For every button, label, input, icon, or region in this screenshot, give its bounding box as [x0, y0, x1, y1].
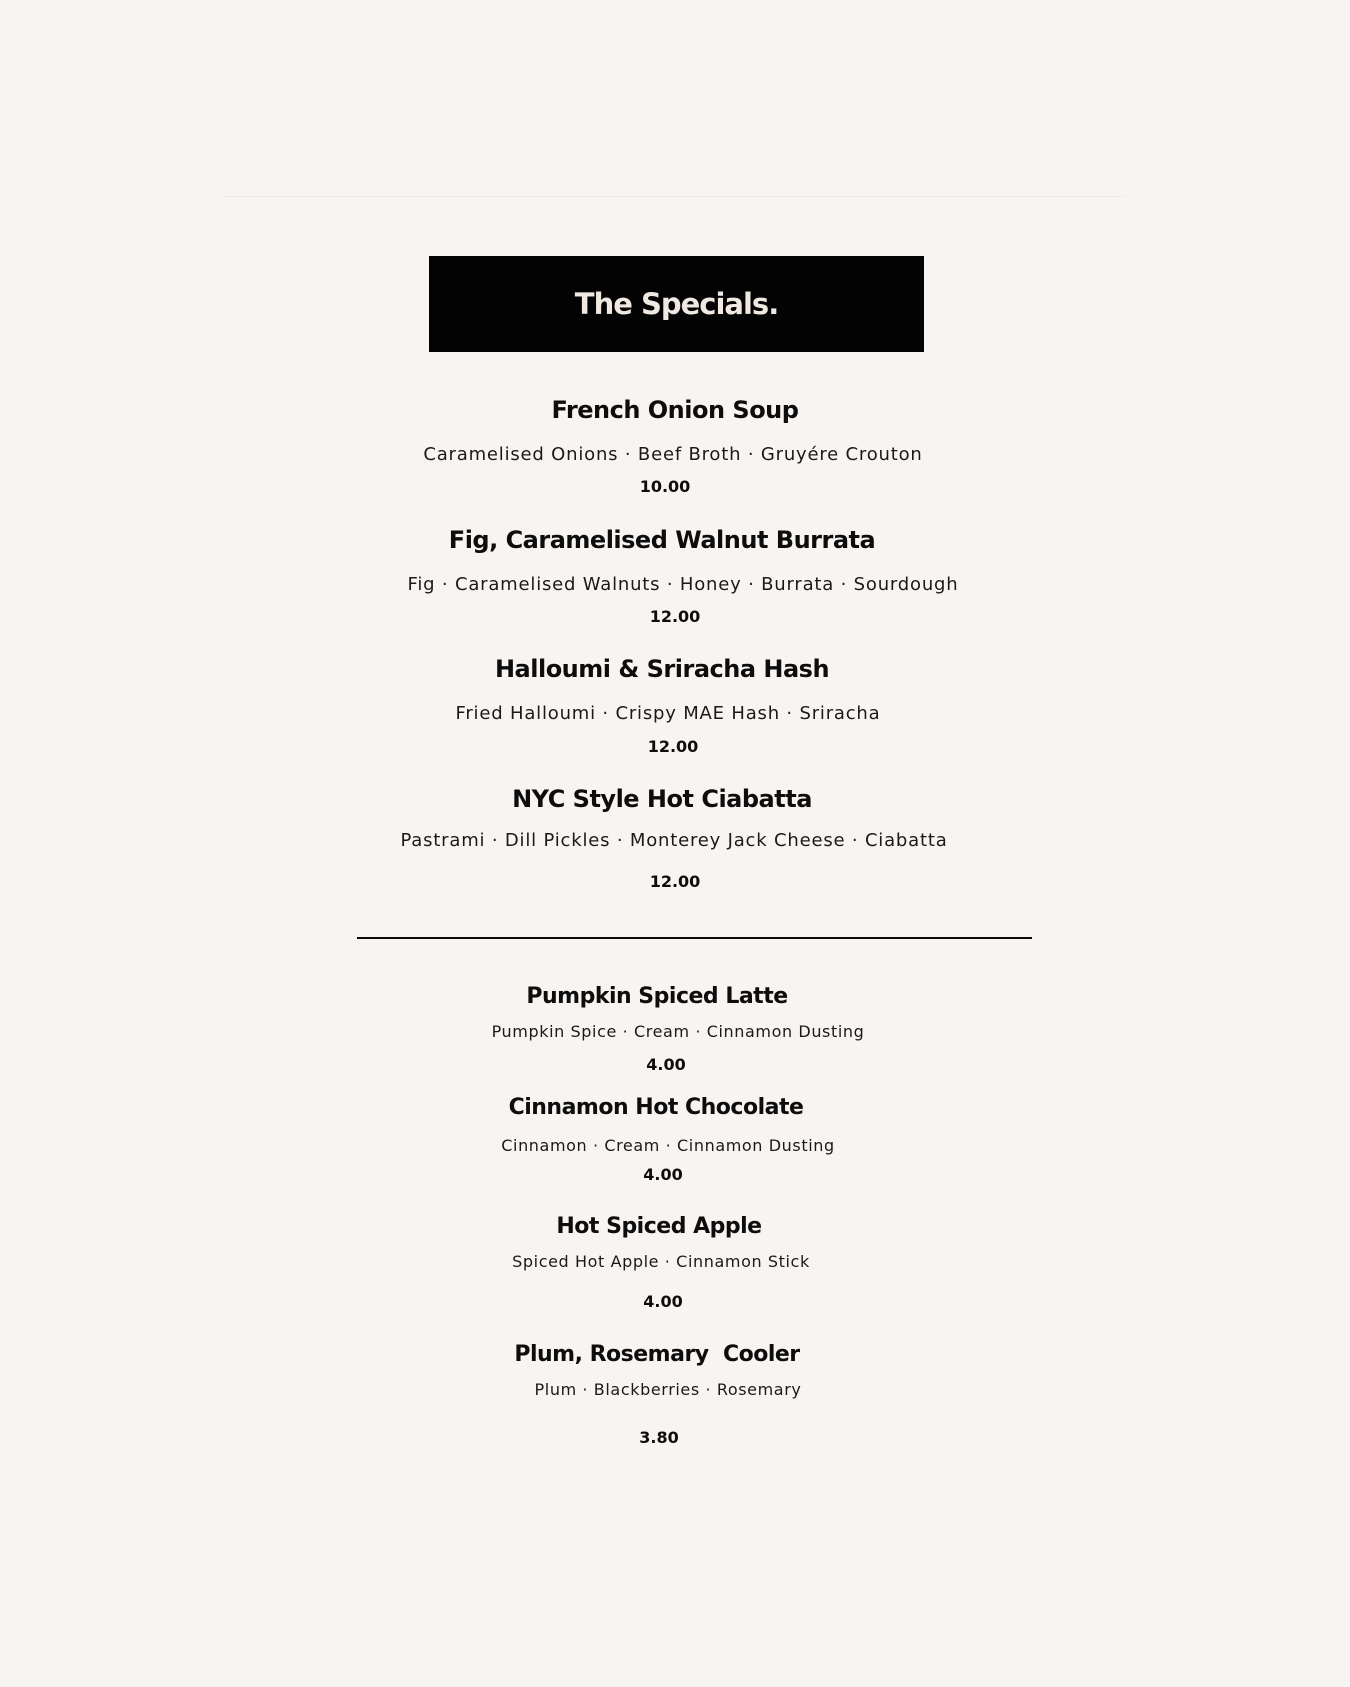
item-price: 4.00 — [646, 1055, 686, 1074]
item-description: Fig · Caramelised Walnuts · Honey · Burrata · Sourdough — [407, 574, 959, 595]
item-price: 3.80 — [639, 1428, 679, 1447]
item-description: Pumpkin Spice · Cream · Cinnamon Dusting — [491, 1022, 865, 1041]
item-description: Spiced Hot Apple · Cinnamon Stick — [512, 1252, 810, 1271]
item-description: Fried Halloumi · Crispy MAE Hash · Sriracha — [455, 703, 881, 724]
item-name: Pumpkin Spiced Latte — [526, 984, 788, 1009]
item-name: Fig, Caramelised Walnut Burrata — [448, 526, 876, 554]
item-description: Cinnamon · Cream · Cinnamon Dusting — [501, 1136, 835, 1155]
item-description: Plum · Blackberries · Rosemary — [534, 1380, 802, 1399]
item-price: 4.00 — [643, 1292, 683, 1311]
item-description: Pastrami · Dill Pickles · Monterey Jack Cheese · Ciabatta — [400, 830, 948, 851]
item-price: 10.00 — [639, 477, 691, 496]
item-price: 4.00 — [643, 1165, 683, 1184]
item-name: Cinnamon Hot Chocolate — [508, 1095, 804, 1120]
item-name: Hot Spiced Apple — [556, 1214, 762, 1239]
item-name: Plum, Rosemary Cooler — [514, 1342, 800, 1367]
section-divider — [357, 937, 1032, 939]
page-title: The Specials. — [574, 287, 779, 321]
item-price: 12.00 — [649, 607, 701, 626]
item-price: 12.00 — [647, 737, 699, 756]
item-description: Caramelised Onions · Beef Broth · Gruyére Crouton — [423, 444, 923, 465]
specials-banner — [429, 256, 924, 352]
item-name: Halloumi & Sriracha Hash — [494, 655, 830, 683]
item-price: 12.00 — [649, 872, 701, 891]
item-name: NYC Style Hot Ciabatta — [512, 785, 812, 813]
top-divider — [220, 196, 1125, 197]
item-name: French Onion Soup — [551, 396, 799, 424]
